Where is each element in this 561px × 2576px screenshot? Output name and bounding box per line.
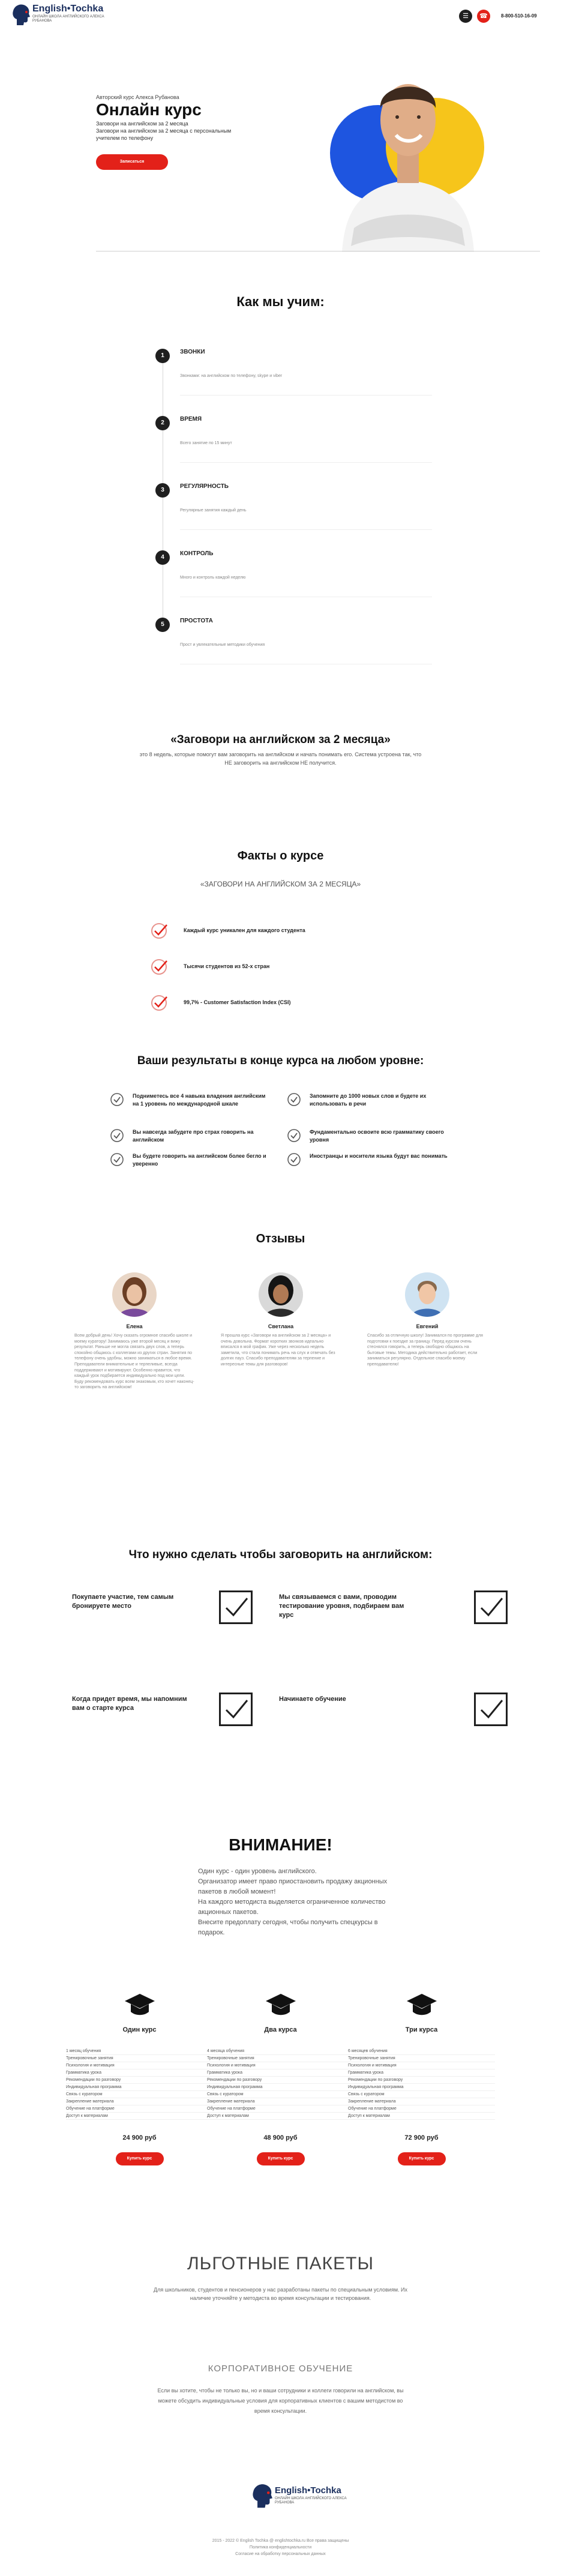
plan-price: 24 900 руб bbox=[122, 2134, 157, 2141]
plan-feature-row bbox=[207, 2084, 354, 2091]
result-item bbox=[110, 1152, 272, 1176]
privacy-link[interactable]: Политика конфиденциальности bbox=[249, 2545, 312, 2550]
plan-feature-row bbox=[348, 2091, 495, 2098]
avatar bbox=[405, 1272, 449, 1317]
plan-feature: Доступ к материалам bbox=[66, 2114, 108, 2118]
plan-feature-row bbox=[348, 2098, 495, 2105]
brand-name: English•Tochka bbox=[32, 4, 104, 14]
todo-title: Что нужно сделать чтобы заговорить на английском: bbox=[128, 1548, 433, 1561]
avatar bbox=[259, 1272, 303, 1317]
reviews-title: Отзывы bbox=[256, 1232, 305, 1245]
plan-feature: Индивидуальная программа bbox=[66, 2085, 122, 2089]
plan-feature: Психология и мотивация bbox=[348, 2063, 397, 2068]
todo-check-box bbox=[219, 1693, 253, 1726]
plan-feature-row bbox=[66, 2098, 213, 2105]
plan-feature: Тренировочные занятия bbox=[348, 2056, 395, 2060]
copyright-line: 2015 - 2022 © English Tochka @ englishtochka.ru Все права защищены bbox=[212, 2539, 349, 2543]
todo-check-box bbox=[219, 1590, 253, 1624]
buy-button[interactable]: Купить курс bbox=[398, 2152, 446, 2165]
phone-icon: ☎ bbox=[479, 13, 488, 20]
plan-feature: Доступ к материалам bbox=[207, 2114, 249, 2118]
check-circle-icon bbox=[110, 1128, 124, 1143]
todo-step: Покупаете участие, тем самым бронируете место bbox=[72, 1593, 174, 1610]
attention-line: Организатор имеет право приостановить продажу акционных пакетов в любой момент! bbox=[198, 1878, 388, 1895]
header-phone[interactable]: 8-800-510-16-09 bbox=[501, 13, 537, 19]
plan-feature: Тренировочные занятия bbox=[66, 2056, 113, 2060]
plan-feature-row bbox=[348, 2113, 495, 2120]
plan-features bbox=[207, 2048, 354, 2120]
step-description: Звонками: на английском по телефону, skype и viber bbox=[180, 374, 283, 378]
plan-feature: Грамматика урока bbox=[207, 2071, 243, 2075]
plan-feature: Закрепление материала bbox=[207, 2099, 255, 2104]
check-circle-icon bbox=[150, 994, 168, 1012]
plan-feature-row bbox=[207, 2062, 354, 2069]
footer-brand: English•Tochka bbox=[275, 2485, 341, 2496]
graduation-cap-icon bbox=[265, 1993, 297, 2017]
plan-feature-row bbox=[348, 2048, 495, 2055]
plan-feature: Закрепление материала bbox=[348, 2099, 396, 2104]
plan-features bbox=[66, 2048, 213, 2120]
plan-feature: 4 месяца обучения bbox=[207, 2049, 245, 2053]
step-divider bbox=[180, 529, 432, 530]
footer-copyright bbox=[180, 2538, 381, 2557]
plan-feature-row bbox=[348, 2069, 495, 2077]
step-number: 5 bbox=[155, 618, 170, 632]
graduation-cap-icon bbox=[124, 1993, 156, 2017]
menu-icon: ☰ bbox=[463, 13, 469, 20]
buy-button[interactable]: Купить курс bbox=[257, 2152, 305, 2165]
plan-feature-row bbox=[66, 2062, 213, 2069]
pricing-plan bbox=[207, 1993, 354, 2165]
result-text: Запомните до 1000 новых слов и будете их использовать в речи bbox=[310, 1093, 427, 1107]
result-text: Вы навсегда забудете про страх говорить на английском bbox=[133, 1129, 254, 1143]
plan-feature: Психология и мотивация bbox=[207, 2063, 256, 2068]
fact-item bbox=[150, 921, 438, 941]
check-circle-icon bbox=[150, 922, 168, 940]
fact-text: 99,7% - Customer Satisfaction Index (CSI) bbox=[184, 999, 291, 1005]
attention-title: ВНИМАНИЕ! bbox=[229, 1835, 332, 1854]
step-description: Всего занятие по 15 минут bbox=[180, 441, 232, 445]
plan-feature: 6 месяцев обучения bbox=[348, 2049, 388, 2053]
corporate-title: КОРПОРАТИВНОЕ ОБУЧЕНИЕ bbox=[208, 2364, 353, 2374]
hero-image bbox=[288, 30, 552, 252]
step-number: 4 bbox=[155, 550, 170, 565]
hero-signup-button[interactable]: Записаться bbox=[96, 154, 168, 170]
quote-text: это 8 недель, которые помогут вам заговорить на английском и начать понимать его. Система устроена так, что НЕ заговорить на английском НЕ получится. bbox=[139, 751, 422, 766]
plan-feature: Обучение на платформе bbox=[66, 2107, 115, 2111]
checkmark-icon bbox=[221, 1592, 251, 1622]
plan-feature-row bbox=[66, 2105, 213, 2113]
review-name: Елена bbox=[126, 1323, 143, 1329]
step-title: РЕГУЛЯРНОСТЬ bbox=[180, 483, 229, 490]
step-divider bbox=[180, 395, 432, 396]
step-description: Регулярные занятия каждый день bbox=[180, 508, 247, 513]
plan-feature: Связь с куратором bbox=[207, 2092, 244, 2096]
brand-subtitle: ОНЛАЙН ШКОЛА АНГЛИЙСКОГО АЛЕКСА РУБАНОВА bbox=[32, 15, 104, 23]
plan-feature-row bbox=[348, 2062, 495, 2069]
how-title: Как мы учим: bbox=[236, 294, 325, 309]
plan-feature-row bbox=[207, 2055, 354, 2062]
menu-button[interactable] bbox=[459, 10, 472, 23]
plan-feature-row bbox=[348, 2084, 495, 2091]
plan-feature: Связь с куратором bbox=[348, 2092, 385, 2096]
review-name: Светлана bbox=[268, 1323, 294, 1329]
benefits-title: ЛЬГОТНЫЕ ПАКЕТЫ bbox=[187, 2254, 374, 2274]
plan-feature: Рекомендации по разговору bbox=[207, 2078, 262, 2082]
corporate-text: Если вы хотите, чтобы не только вы, но и ваши сотрудники и коллеги говорили на английском, вы можете обсудить индивидуальные условия для корпоративных клиентов с вашим методистом во время консультации. bbox=[157, 2388, 404, 2414]
plan-feature-row bbox=[66, 2077, 213, 2084]
plan-title: Три курса bbox=[405, 2026, 438, 2033]
attention-text bbox=[198, 1867, 396, 1938]
consent-link[interactable]: Согласие на обработку персональных данных bbox=[235, 2552, 326, 2556]
hero-author: Авторский курс Алекса Рубанова bbox=[96, 94, 179, 100]
step-description: Много и контроль каждой неделю bbox=[180, 576, 246, 580]
check-circle-icon bbox=[150, 958, 168, 976]
facts-title: Факты о курсе bbox=[237, 849, 324, 862]
fact-item bbox=[150, 957, 438, 977]
plan-feature-row bbox=[207, 2113, 354, 2120]
callback-button[interactable] bbox=[477, 10, 490, 23]
result-item bbox=[287, 1092, 449, 1116]
review-name: Евгений bbox=[416, 1323, 439, 1329]
quote-title: «Заговори на английском за 2 месяца» bbox=[170, 733, 391, 746]
check-circle-icon bbox=[110, 1152, 124, 1167]
plan-feature-row bbox=[66, 2048, 213, 2055]
facts-subtitle: «ЗАГОВОРИ НА АНГЛИЙСКОМ ЗА 2 МЕСЯЦА» bbox=[200, 880, 361, 888]
logo[interactable] bbox=[12, 2, 132, 29]
step-title: КОНТРОЛЬ bbox=[180, 550, 214, 557]
plan-price: 72 900 руб bbox=[404, 2134, 439, 2141]
plan-feature: Грамматика урока bbox=[66, 2071, 102, 2075]
check-circle-icon bbox=[110, 1092, 124, 1107]
plan-feature-row bbox=[348, 2077, 495, 2084]
todo-step: Мы связываемся с вами, проводим тестирование уровня, подбираем вам курс bbox=[279, 1593, 404, 1619]
check-circle-icon bbox=[287, 1092, 301, 1107]
plan-feature: Доступ к материалам bbox=[348, 2114, 390, 2118]
step-title: ПРОСТОТА bbox=[180, 618, 213, 624]
pricing-plan bbox=[66, 1993, 213, 2165]
fact-item bbox=[150, 993, 438, 1013]
plan-feature-row bbox=[207, 2069, 354, 2077]
todo-step: Когда придет время, мы напомним вам о старте курса bbox=[72, 1696, 187, 1712]
attention-line: Один курс - один уровень английского. bbox=[198, 1868, 317, 1875]
checkmark-icon bbox=[476, 1694, 506, 1724]
attention-line: Внесите предоплату сегодня, чтобы получить спецкурсы в подарок. bbox=[198, 1919, 378, 1936]
plan-feature-row bbox=[348, 2105, 495, 2113]
result-item bbox=[287, 1152, 449, 1176]
result-text: Вы будете говорить на английском более бегло и уверенно bbox=[133, 1153, 266, 1167]
hero-line-2: Заговори на английском за 2 месяца с персональным bbox=[96, 128, 232, 134]
plan-features bbox=[348, 2048, 495, 2120]
plan-feature: Грамматика урока bbox=[348, 2071, 384, 2075]
plan-feature: Связь с куратором bbox=[66, 2092, 103, 2096]
result-text: Иностранцы и носители языка будут вас понимать bbox=[310, 1153, 448, 1159]
review-text: Всем добрый день! Хочу сказать огромное спасибо школе и моему куратору! Занимаюсь уже второй месяц и вижу результат. Раньше не могла связать двух слов, а теперь спокойно общаюсь с коллегами из других стран. Занятия по телефону очень удобны, можно заниматься в любое время. Преподаватели внимательные и терпеливые, всегда поддерживают и мотивируют. Особенно нравится, что каждый урок подбирается индивидуально под мои цели. Буду рекомендовать курс всем знакомым, кто хочет наконец-то заговорить на английском! bbox=[74, 1334, 194, 1390]
results-title: Ваши результаты в конце курса на любом уровне: bbox=[137, 1055, 424, 1067]
plan-feature: Рекомендации по разговору bbox=[348, 2078, 403, 2082]
plan-feature-row bbox=[207, 2048, 354, 2055]
result-item bbox=[110, 1128, 272, 1152]
todo-check-box bbox=[474, 1693, 508, 1726]
plan-feature: Индивидуальная программа bbox=[348, 2085, 404, 2089]
plan-feature: Психология и мотивация bbox=[66, 2063, 115, 2068]
plan-feature-row bbox=[207, 2091, 354, 2098]
plan-title: Два курса bbox=[264, 2026, 297, 2033]
review-card bbox=[221, 1272, 341, 1368]
plan-feature-row bbox=[207, 2105, 354, 2113]
logo-head-icon bbox=[12, 4, 30, 26]
graduation-cap-icon bbox=[406, 1993, 438, 2017]
result-item bbox=[287, 1128, 449, 1152]
fact-text: Каждый курс уникален для каждого студента bbox=[184, 927, 305, 933]
plan-feature: Рекомендации по разговору bbox=[66, 2078, 121, 2082]
buy-button[interactable]: Купить курс bbox=[116, 2152, 164, 2165]
attention-line: На каждого методиста выделяется ограниченное количество акционных пакетов. bbox=[198, 1898, 386, 1916]
hero-line-1: Заговори на английском за 2 месяца bbox=[96, 121, 188, 127]
todo-check-box bbox=[474, 1590, 508, 1624]
plan-feature: 1 месяц обучения bbox=[66, 2049, 101, 2053]
pricing-plan bbox=[348, 1993, 495, 2165]
plan-feature: Обучение на платформе bbox=[207, 2107, 256, 2111]
step-number: 2 bbox=[155, 416, 170, 430]
hero-description bbox=[96, 120, 234, 142]
review-card bbox=[74, 1272, 194, 1391]
plan-feature-row bbox=[66, 2084, 213, 2091]
plan-feature: Обучение на платформе bbox=[348, 2107, 397, 2111]
review-text: Я прошла курс «Заговори на английском за 2 месяца» и очень довольна. Формат коротких звонков идеально вписался в мой график. Уже через несколько недель заметила, что стала понимать речь на слух и отвечать без долгих пауз. Спасибо преподавателям за терпение и интересные темы для разговоров! bbox=[221, 1334, 335, 1367]
fact-text: Тысячи студентов из 52-х стран bbox=[184, 963, 270, 969]
logo-head-icon bbox=[252, 2483, 272, 2509]
step-title: ЗВОНКИ bbox=[180, 349, 205, 355]
plan-feature: Закрепление материала bbox=[66, 2099, 114, 2104]
plan-feature-row bbox=[348, 2055, 495, 2062]
plan-feature: Индивидуальная программа bbox=[207, 2085, 263, 2089]
checkmark-icon bbox=[476, 1592, 506, 1622]
plan-feature-row bbox=[207, 2077, 354, 2084]
plan-feature: Тренировочные занятия bbox=[207, 2056, 254, 2060]
plan-feature-row bbox=[207, 2098, 354, 2105]
plan-title: Один курс bbox=[122, 2026, 157, 2033]
plan-feature-row bbox=[66, 2055, 213, 2062]
avatar bbox=[112, 1272, 157, 1317]
step-number: 3 bbox=[155, 483, 170, 498]
result-text: Фундаментально освоите всю грамматику своего уровня bbox=[310, 1129, 444, 1143]
result-item bbox=[110, 1092, 272, 1116]
plan-feature-row bbox=[66, 2113, 213, 2120]
hero-title: Онлайн курс bbox=[96, 100, 202, 119]
step-number: 1 bbox=[155, 349, 170, 363]
step-description: Прост и увлекательные методики обучения bbox=[180, 643, 265, 647]
checkmark-icon bbox=[221, 1694, 251, 1724]
plan-price: 48 900 руб bbox=[263, 2134, 298, 2141]
step-divider bbox=[180, 462, 432, 463]
check-circle-icon bbox=[287, 1128, 301, 1143]
todo-step: Начинаете обучение bbox=[279, 1696, 346, 1703]
check-circle-icon bbox=[287, 1152, 301, 1167]
review-card bbox=[367, 1272, 487, 1368]
footer-brand-subtitle: ОНЛАЙН ШКОЛА АНГЛИЙСКОГО АЛЕКСА РУБАНОВА bbox=[275, 2497, 347, 2505]
plan-feature-row bbox=[66, 2091, 213, 2098]
step-title: ВРЕМЯ bbox=[180, 416, 202, 423]
plan-feature-row bbox=[66, 2069, 213, 2077]
hero-line-3: учителем по телефону bbox=[96, 135, 154, 141]
benefits-text: Для школьников, студентов и пенсионеров у нас разработаны пакеты по специальным условиям. Их наличие уточняйте у методиста во время консультации и тестирования. bbox=[154, 2287, 407, 2301]
result-text: Подниметесь все 4 навыка владения английским на 1 уровень по международной шкале bbox=[133, 1093, 266, 1107]
footer-logo[interactable] bbox=[216, 2482, 354, 2518]
review-text: Спасибо за отличную школу! Занимался по программе для подготовки к поездке за границу. Перед курсом очень стеснялся говорить, а теперь свободно общаюсь на бытовые темы. Методика действительно работает, если заниматься регулярно. Отдельное спасибо моему преподавателю! bbox=[367, 1334, 483, 1367]
